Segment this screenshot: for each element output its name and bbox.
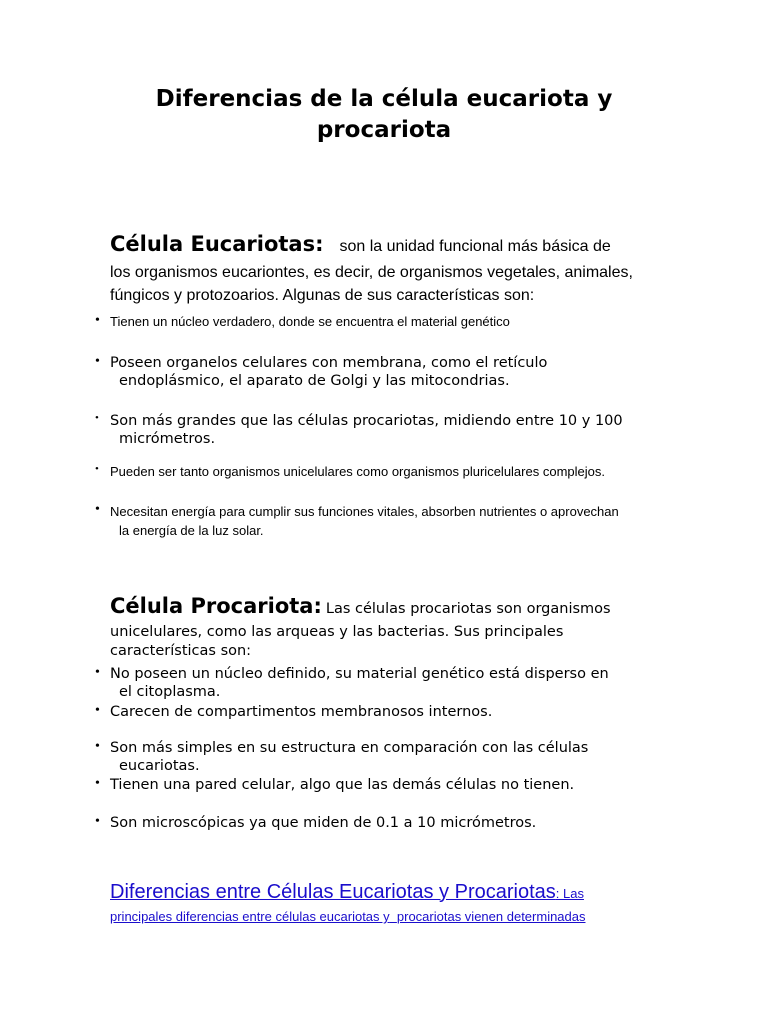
- bullet-icon: •: [95, 463, 99, 475]
- eucariota-intro: [110, 230, 633, 307]
- procariota-intro-line-3: características son:: [110, 643, 252, 659]
- list-item: Poseen organelos celulares con membrana, como el retículo endoplásmico, el aparato de Golgi y las mitocondrias.: [110, 355, 548, 389]
- list-item: Pueden ser tanto organismos unicelulares como organismos pluricelulares complejos.: [110, 464, 605, 479]
- bullet-icon: •: [95, 703, 100, 718]
- title-line-1: Diferencias de la célula eucariota y: [155, 86, 613, 112]
- footer-link-text-1[interactable]: : Las: [555, 886, 584, 901]
- title-line-2: procariota: [316, 117, 452, 143]
- footer-link-text-2[interactable]: principales diferencias entre células eucariotas y: [110, 909, 390, 924]
- list-item: Son más grandes que las células procariotas, midiendo entre 10 y 100 micrómetros.: [110, 413, 623, 447]
- footer-link-title[interactable]: Diferencias entre Células Eucariotas y Procariotas: [110, 881, 556, 903]
- procariota-intro-line-1: Las células procariotas son organismos: [325, 601, 611, 617]
- bullet-icon: •: [95, 665, 100, 680]
- procariota-heading: Célula Procariota:: [110, 594, 322, 618]
- list-item: No poseen un núcleo definido, su material genético está disperso en el citoplasma.: [110, 666, 609, 700]
- list-item: Necesitan energía para cumplir sus funciones vitales, absorben nutrientes o aprovechan la energía de la luz solar.: [110, 504, 619, 538]
- list-item: Son microscópicas ya que miden de 0.1 a 10 micrómetros.: [110, 815, 537, 831]
- eucariota-heading: Célula Eucariotas:: [110, 232, 324, 256]
- list-item: Tienen un núcleo verdadero, donde se encuentra el material genético: [110, 314, 510, 329]
- bullet-icon: •: [95, 354, 100, 369]
- bullet-icon: •: [95, 502, 100, 517]
- list-item: Son más simples en su estructura en comparación con las células eucariotas.: [110, 740, 589, 774]
- list-item: Tienen una pared celular, algo que las demás células no tienen.: [110, 777, 575, 793]
- bullet-icon: •: [95, 313, 100, 328]
- footer-link[interactable]: [110, 879, 586, 927]
- bullet-icon: •: [95, 412, 99, 424]
- eucariota-intro-line-3: fúngicos y protozoarios. Algunas de sus características son:: [110, 287, 535, 304]
- list-item: Carecen de compartimentos membranosos internos.: [110, 704, 493, 720]
- bullet-icon: •: [95, 814, 100, 829]
- document-title: [0, 84, 768, 146]
- procariota-intro: [110, 592, 611, 661]
- bullet-icon: •: [95, 739, 100, 754]
- footer-link-text-3[interactable]: procariotas vienen determinadas: [396, 909, 586, 924]
- bullet-icon: •: [95, 776, 100, 791]
- eucariota-intro-line-2: los organismos eucariontes, es decir, de organismos vegetales, animales,: [110, 264, 633, 281]
- procariota-intro-line-2: unicelulares, como las arqueas y las bacterias. Sus principales: [110, 624, 564, 640]
- eucariota-intro-line-1: son la unidad funcional más básica de: [339, 238, 611, 255]
